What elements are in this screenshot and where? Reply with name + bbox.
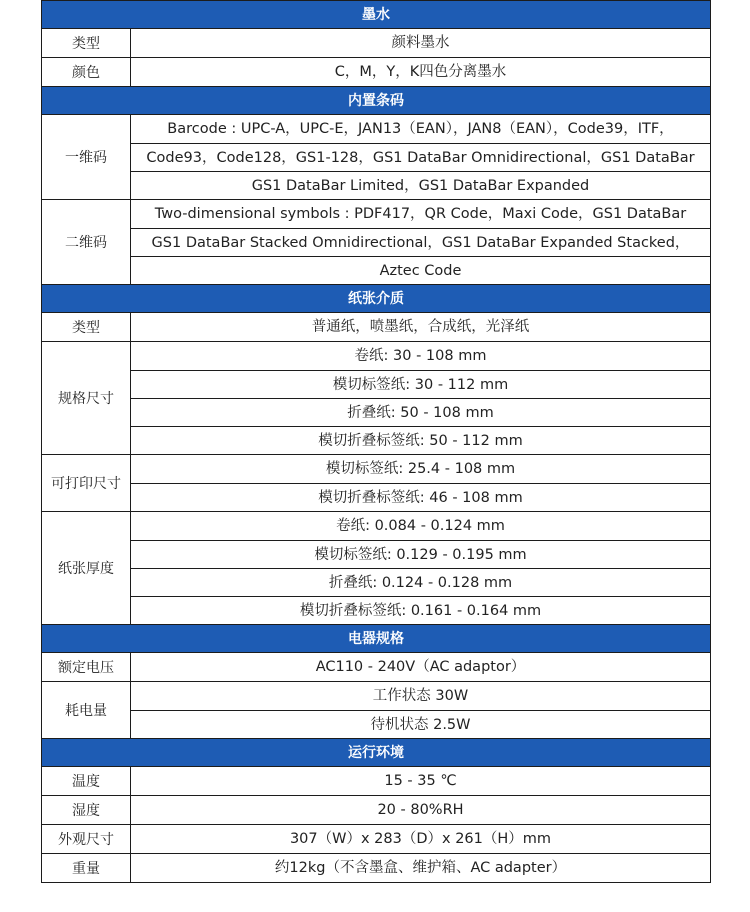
row-values xyxy=(131,682,710,738)
row-value: 模切标签纸: 0.129 - 0.195 mm xyxy=(131,540,710,568)
row-label: 类型 xyxy=(42,29,131,57)
row-value: 颜料墨水 xyxy=(391,35,450,51)
row-value: 模切标签纸: 25.4 - 108 mm xyxy=(325,461,516,477)
row-label: 规格尺寸 xyxy=(42,342,131,454)
spec-row xyxy=(42,652,710,681)
row-values xyxy=(131,58,710,86)
sections-container xyxy=(42,0,710,882)
row-value: C，M，Y，K四色分离墨水 xyxy=(334,64,507,80)
row-value: AC110 - 240V（AC adaptor） xyxy=(315,659,526,675)
row-values xyxy=(131,796,710,824)
spec-table xyxy=(41,0,711,883)
spec-row xyxy=(42,824,710,853)
row-value: 约12kg（不含墨盒、维护箱、AC adapter） xyxy=(274,860,567,876)
section-header: 纸张介质 xyxy=(42,284,710,312)
spec-row xyxy=(42,681,710,738)
row-value: 20 - 80%RH xyxy=(377,802,464,818)
row-values xyxy=(131,455,710,511)
row-label: 类型 xyxy=(42,313,131,341)
row-value: GS1 DataBar Limited，GS1 DataBar Expanded xyxy=(131,171,710,199)
row-values xyxy=(131,200,710,284)
row-value: Barcode : UPC-A，UPC-E，JAN13（EAN），JAN8（EAN），Code39，ITF， xyxy=(167,121,674,137)
row-values xyxy=(131,653,710,681)
row-values xyxy=(131,825,710,853)
row-value: 折叠纸: 50 - 108 mm xyxy=(131,398,710,426)
row-label: 重量 xyxy=(42,854,131,882)
row-value: 模切折叠标签纸: 50 - 112 mm xyxy=(131,426,710,454)
row-values xyxy=(131,854,710,882)
row-value: 待机状态 2.5W xyxy=(131,710,710,738)
spec-row xyxy=(42,853,710,882)
row-label: 湿度 xyxy=(42,796,131,824)
spec-row xyxy=(42,454,710,511)
row-values xyxy=(131,342,710,454)
spec-row xyxy=(42,341,710,454)
row-value: Two-dimensional symbols : PDF417，QR Code，Maxi Code，GS1 DataBar xyxy=(154,206,687,222)
row-values xyxy=(131,313,710,341)
spec-row xyxy=(42,199,710,284)
row-label: 二维码 xyxy=(42,200,131,284)
row-values xyxy=(131,115,710,199)
spec-row xyxy=(42,312,710,341)
row-value: 模切折叠标签纸: 0.161 - 0.164 mm xyxy=(131,596,710,624)
spec-row xyxy=(42,28,710,57)
row-value: GS1 DataBar Stacked Omnidirectional，GS1 DataBar Expanded Stacked， xyxy=(131,228,710,256)
row-value: Code93，Code128，GS1-128，GS1 DataBar Omnidirectional，GS1 DataBar xyxy=(131,143,710,171)
row-value: 模切折叠标签纸: 46 - 108 mm xyxy=(131,483,710,511)
spec-row xyxy=(42,795,710,824)
section-header: 电器规格 xyxy=(42,624,710,652)
section-header: 运行环境 xyxy=(42,738,710,766)
row-label: 外观尺寸 xyxy=(42,825,131,853)
spec-row xyxy=(42,114,710,199)
row-label: 纸张厚度 xyxy=(42,512,131,624)
row-label: 耗电量 xyxy=(42,682,131,738)
row-value: 307（W）x 283（D）x 261（H）mm xyxy=(289,831,552,847)
row-value: 工作状态 30W xyxy=(372,688,469,704)
row-label: 可打印尺寸 xyxy=(42,455,131,511)
row-values xyxy=(131,512,710,624)
row-value: 卷纸: 30 - 108 mm xyxy=(354,348,487,364)
row-label: 颜色 xyxy=(42,58,131,86)
row-value: 折叠纸: 0.124 - 0.128 mm xyxy=(131,568,710,596)
spec-row xyxy=(42,57,710,86)
row-value: 15 - 35 ℃ xyxy=(384,773,457,789)
row-label: 温度 xyxy=(42,767,131,795)
spec-row xyxy=(42,766,710,795)
row-values xyxy=(131,29,710,57)
row-values xyxy=(131,767,710,795)
row-label: 额定电压 xyxy=(42,653,131,681)
section-header: 内置条码 xyxy=(42,86,710,114)
row-value: Aztec Code xyxy=(131,256,710,284)
section-header: 墨水 xyxy=(42,0,710,28)
row-value: 普通纸，喷墨纸，合成纸，光泽纸 xyxy=(311,319,530,335)
spec-row xyxy=(42,511,710,624)
row-value: 卷纸: 0.084 - 0.124 mm xyxy=(336,518,505,534)
row-label: 一维码 xyxy=(42,115,131,199)
row-value: 模切标签纸: 30 - 112 mm xyxy=(131,370,710,398)
